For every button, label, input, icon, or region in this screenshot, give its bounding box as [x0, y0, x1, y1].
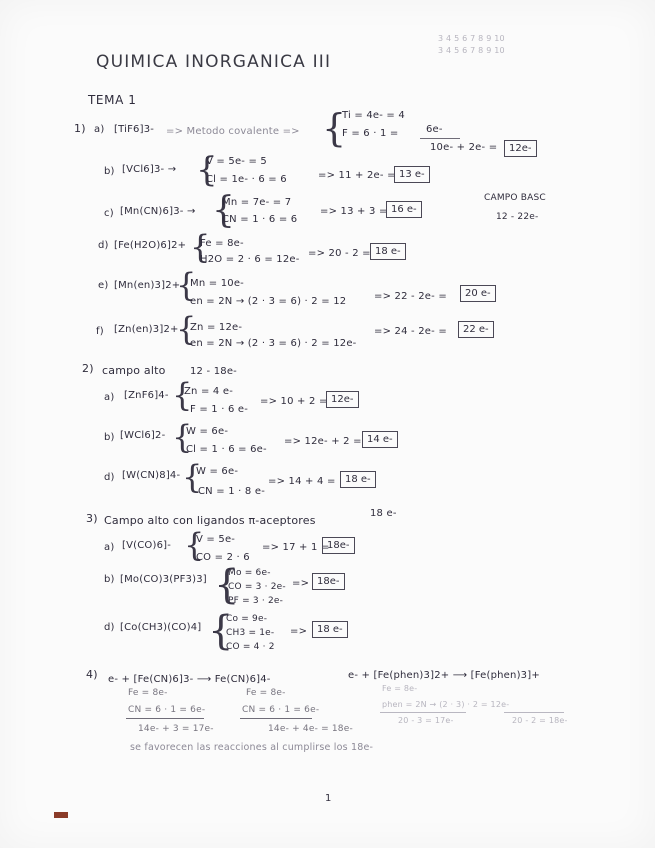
q3a-formula: [V(CO)6]- — [122, 540, 172, 551]
q3a-brace: { — [184, 526, 205, 564]
q2a-label: a) — [104, 392, 115, 403]
q3d-formula: [Co(CH3)(CO)4] — [120, 622, 202, 633]
q2b-line1: W = 6e- — [186, 426, 229, 437]
q4-left-fe1: Fe = 8e- — [128, 688, 168, 698]
q1d-line2: H2O = 2 · 6 = 12e- — [200, 254, 300, 265]
q1f-line1: Zn = 12e- — [190, 322, 243, 333]
q2a-brace: { — [172, 376, 193, 414]
q1a-sum: 10e- + 2e- = — [430, 142, 498, 153]
question-2-number: 2) — [82, 362, 94, 375]
q2b-result-box: 14 e- — [362, 431, 398, 448]
q3a-result: => 17 + 1 = — [262, 542, 330, 553]
q1f-result-box: 22 e- — [458, 321, 494, 338]
page-title: QUIMICA INORGANICA III — [96, 52, 332, 72]
q1f-line2: en = 2N → (2 · 3 = 6) · 2 = 12e- — [190, 338, 357, 349]
q1b-line1: V = 5e- = 5 — [206, 156, 267, 167]
q2d-result-box: 18 e- — [340, 471, 376, 488]
corner-note-2: 3 4 5 6 7 8 9 10 — [438, 46, 505, 55]
q2a-result-box: 12e- — [326, 391, 359, 408]
q4-left-equation: e- + [Fe(CN)6]3- ⟶ Fe(CN)6]4- — [108, 674, 271, 685]
question-4-number: 4) — [86, 668, 98, 681]
q1c-result-box: 16 e- — [386, 201, 422, 218]
question-1-number: 1) — [74, 122, 86, 135]
q2b-result: => 12e- + 2 = — [284, 436, 362, 447]
q2b-label: b) — [104, 432, 115, 443]
q2d-brace: { — [182, 458, 203, 496]
q3b-label: b) — [104, 574, 115, 585]
corner-note-1: 3 4 5 6 7 8 9 10 — [438, 34, 505, 43]
q2d-formula: [W(CN)8]4- — [122, 470, 181, 481]
q3b-line2: CO = 3 · 2e- — [228, 582, 286, 592]
q1f-formula: [Zn(en)3]2+ — [114, 324, 179, 335]
q1f-result: => 24 - 2e- = — [374, 326, 447, 337]
q1c-label: c) — [104, 208, 114, 219]
q3a-result-box: 18e- — [322, 537, 355, 554]
q2d-line1: W = 6e- — [196, 466, 239, 477]
q4-right-fe: Fe = 8e- — [382, 684, 418, 693]
q1a-method: => Metodo covalente => — [166, 126, 300, 137]
topic-heading: TEMA 1 — [88, 93, 137, 107]
q1d-formula: [Fe(H2O)6]2+ — [114, 240, 187, 251]
q1d-brace: { — [190, 228, 211, 266]
q2d-result: => 14 + 4 = — [268, 476, 336, 487]
q1a-brace: { — [322, 106, 347, 150]
q4-right-sum2: 20 - 2 = 18e- — [512, 716, 568, 725]
q1d-line1: Fe = 8e- — [200, 238, 244, 249]
q3a-line2: CO = 2 · 6 — [196, 552, 250, 563]
q3b-formula: [Mo(CO)3(PF3)3] — [120, 574, 207, 585]
q2a-result: => 10 + 2 = — [260, 396, 328, 407]
q1a-line2b: 6e- — [426, 124, 443, 135]
q3a-label: a) — [104, 542, 115, 553]
q4-left-cn2: CN = 6 · 1 = 6e- — [242, 705, 320, 715]
q1d-label: d) — [98, 240, 109, 251]
q1f-label: f) — [96, 326, 104, 337]
q1e-result: => 22 - 2e- = — [374, 291, 447, 302]
q3b-line3: PF = 3 · 2e- — [228, 596, 284, 606]
q3b-result: => — [292, 578, 310, 589]
q2-range: 12 - 18e- — [190, 366, 237, 377]
q1b-label: b) — [104, 166, 115, 177]
q1c-side-note-1: CAMPO BASC — [484, 193, 546, 203]
q1c-side-note-2: 12 - 22e- — [496, 212, 539, 222]
q1a-line1: Ti = 4e- = 4 — [342, 110, 405, 121]
q3b-brace: { — [214, 562, 240, 608]
q1d-result: => 20 - 2 = — [308, 248, 371, 259]
q4-left-sum1: 14e- + 3 = 17e- — [138, 724, 214, 734]
q4-left-fe2: Fe = 8e- — [246, 688, 286, 698]
q1a-underline — [420, 138, 460, 139]
q3d-result: => — [290, 626, 308, 637]
q2b-formula: [WCl6]2- — [120, 430, 166, 441]
q3d-line3: CO = 4 · 2 — [226, 642, 275, 652]
q2b-line2: Cl = 1 · 6 = 6e- — [186, 444, 267, 455]
q2a-formula: [ZnF6]4- — [124, 390, 169, 401]
q3b-result-box: 18e- — [312, 573, 345, 590]
q1a-result-box: 12e- — [504, 140, 537, 157]
q4-right-equation: e- + [Fe(phen)3]2+ ⟶ [Fe(phen)3]+ — [348, 670, 540, 681]
q2d-label: d) — [104, 472, 115, 483]
q1a-label: a) — [94, 124, 105, 135]
q2a-line1: Zn = 4 e- — [184, 386, 234, 397]
q1e-label: e) — [98, 280, 109, 291]
q3b-line1: Mo = 6e- — [228, 568, 271, 578]
q3-count: 18 e- — [370, 508, 397, 519]
q1f-brace: { — [176, 310, 197, 348]
q1b-result-box: 13 e- — [394, 166, 430, 183]
q3d-line1: Co = 9e- — [226, 614, 268, 624]
q2b-brace: { — [172, 418, 193, 456]
q4-left-rule-1 — [126, 718, 204, 719]
q4-conclusion: se favorecen las reacciones al cumplirse los 18e- — [130, 742, 374, 753]
q1d-result-box: 18 e- — [370, 243, 406, 260]
q4-left-rule-2 — [240, 718, 312, 719]
q3d-brace: { — [208, 608, 234, 654]
q1e-brace: { — [176, 266, 197, 304]
q3d-result-box: 18 e- — [312, 621, 348, 638]
q2d-line2: CN = 1 · 8 e- — [198, 486, 265, 497]
q4-right-phen: phen = 2N → (2 · 3) · 2 = 12e- — [382, 700, 510, 709]
q2a-line2: F = 1 · 6 e- — [190, 404, 249, 415]
q1e-result-box: 20 e- — [460, 285, 496, 302]
q1a-line2: F = 6 · 1 = — [342, 128, 399, 139]
q1c-line1: Mn = 7e- = 7 — [222, 197, 292, 208]
question-3-number: 3) — [86, 512, 98, 525]
q4-left-cn1: CN = 6 · 1 = 6e- — [128, 705, 206, 715]
q1b-brace: { — [196, 150, 218, 190]
q1b-line2: Cl = 1e- · 6 = 6 — [206, 174, 287, 185]
q1c-line2: CN = 1 · 6 = 6 — [222, 214, 298, 225]
q3d-label: d) — [104, 622, 115, 633]
q1c-formula: [Mn(CN)6]3- → — [120, 206, 196, 217]
q3d-line2: CH3 = 1e- — [226, 628, 275, 638]
q1e-line1: Mn = 10e- — [190, 278, 244, 289]
q1b-result: => 11 + 2e- = — [318, 170, 396, 181]
q4-right-rule-1 — [380, 712, 466, 713]
q1b-formula: [VCl6]3- → — [122, 164, 177, 175]
q4-right-sum1: 20 - 3 = 17e- — [398, 716, 454, 725]
page-corner-mark — [54, 812, 68, 818]
q1e-line2: en = 2N → (2 · 3 = 6) · 2 = 12 — [190, 296, 347, 307]
q3a-line1: V = 5e- — [196, 534, 236, 545]
q1a-formula: [TiF6]3- — [114, 124, 155, 135]
q3-heading: Campo alto con ligandos π-aceptores — [104, 514, 316, 527]
page-number: 1 — [325, 793, 332, 804]
q2-heading: campo alto — [102, 364, 166, 377]
q4-right-rule-2 — [504, 712, 564, 713]
q1c-brace: { — [212, 190, 235, 231]
q1c-result: => 13 + 3 = — [320, 206, 388, 217]
q4-left-sum2: 14e- + 4e- = 18e- — [268, 724, 353, 734]
q1e-formula: [Mn(en)3]2+ — [114, 280, 181, 291]
